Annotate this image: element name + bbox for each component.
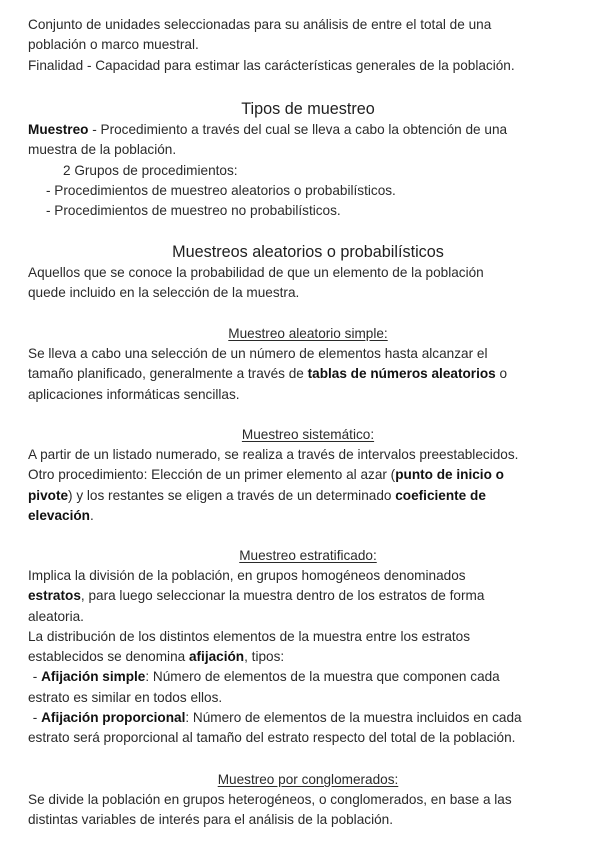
tipos-definition: Muestreo - Procedimiento a través del cual se lleva a cabo la obtención de una (28, 122, 508, 137)
sistematico-section (28, 425, 588, 526)
estratificado-line: estratos, para luego seleccionar la muestra dentro de los estratos de forma (28, 588, 485, 604)
conglomerados-line: Se divide la población en grupos heterogéneos, o conglomerados, en base a las (28, 792, 512, 807)
list-item: - Afijación proporcional: Número de elementos de la muestra incluidos en cada (29, 710, 522, 726)
list-item: - Procedimientos de muestreo aleatorios o probabilísticos. (46, 182, 396, 198)
conglomerados-line: distintas variables de interés para el análisis de la población. (28, 812, 393, 828)
conglomerados-section (28, 770, 588, 831)
simple-line: aplicaciones informáticas sencillas. (28, 386, 240, 402)
intro-line: Conjunto de unidades seleccionadas para su análisis de entre el total de una (28, 17, 492, 32)
intro-section (28, 15, 588, 76)
estratificado-line: establecidos se denomina afijación, tipos: (28, 649, 285, 665)
groups-label: 2 Grupos de procedimientos: (63, 162, 238, 178)
sistematico-line: A partir de un listado numerado, se realiza a través de intervalos preestablecidos. (28, 447, 519, 462)
intro-line: población o marco muestral. (28, 37, 199, 53)
list-item: - Procedimientos de muestreo no probabilísticos. (46, 203, 341, 219)
estratificado-line: aleatoria. (28, 608, 84, 624)
term-muestreo: Muestreo (28, 122, 89, 137)
term-elevacion: elevación (28, 507, 90, 523)
aleatorios-heading: Muestreos aleatorios o probabilísticos (172, 243, 444, 261)
term-tablas: tablas de números aleatorios (307, 366, 496, 382)
list-item: - Afijación simple: Número de elementos de la muestra que componen cada (29, 669, 500, 685)
term-afijacion: afijación (188, 649, 245, 665)
term-punto-inicio: punto de inicio o (395, 467, 504, 483)
term-afijacion-simple: Afijación simple (41, 669, 146, 685)
aleatorios-line: quede incluido en la selección de la muestra. (28, 285, 300, 301)
estratificado-line: estrato es similar en todos ellos. (28, 689, 223, 705)
simple-section (28, 324, 588, 405)
simple-line: tamaño planificado, generalmente a través de tablas de números aleatorios o (28, 366, 508, 382)
sistematico-line: Otro procedimiento: Elección de un primer elemento al azar (punto de inicio o (28, 467, 504, 483)
aleatorios-line: Aquellos que se conoce la probabilidad de que un elemento de la población (28, 265, 484, 280)
term-afijacion-proporcional: Afijación proporcional (41, 710, 186, 726)
sistematico-heading: Muestreo sistemático: (241, 427, 375, 442)
conglomerados-heading: Muestreo por conglomerados: (217, 772, 399, 787)
term-pivote: pivote (28, 487, 69, 503)
estratificado-line: La distribución de los distintos elementos de la muestra entre los estratos (28, 628, 471, 644)
sistematico-line: elevación. (28, 507, 94, 523)
intro-line: Finalidad - Capacidad para estimar las carácterísticas generales de la población. (28, 57, 515, 73)
term-estratos: estratos (28, 588, 81, 604)
estratificado-section (28, 546, 588, 749)
sistematico-line: pivote) y los restantes se eligen a través de un determinado coeficiente de (28, 487, 486, 503)
tipos-section (28, 98, 588, 221)
tipos-definition-cont: muestra de la población. (28, 142, 177, 158)
estratificado-heading: Muestreo estratificado: (239, 548, 377, 563)
simple-line: Se lleva a cabo una selección de un número de elementos hasta alcanzar el (28, 346, 488, 361)
term-coeficiente: coeficiente de (395, 487, 486, 503)
estratificado-line: estrato será proporcional al tamaño del estrato respecto del total de la población. (28, 730, 516, 746)
estratificado-line: Implica la división de la población, en grupos homogéneos denominados (28, 568, 466, 583)
tipos-heading: Tipos de muestreo (241, 100, 375, 118)
aleatorios-section (28, 241, 588, 304)
simple-heading: Muestreo aleatorio simple: (228, 326, 388, 341)
